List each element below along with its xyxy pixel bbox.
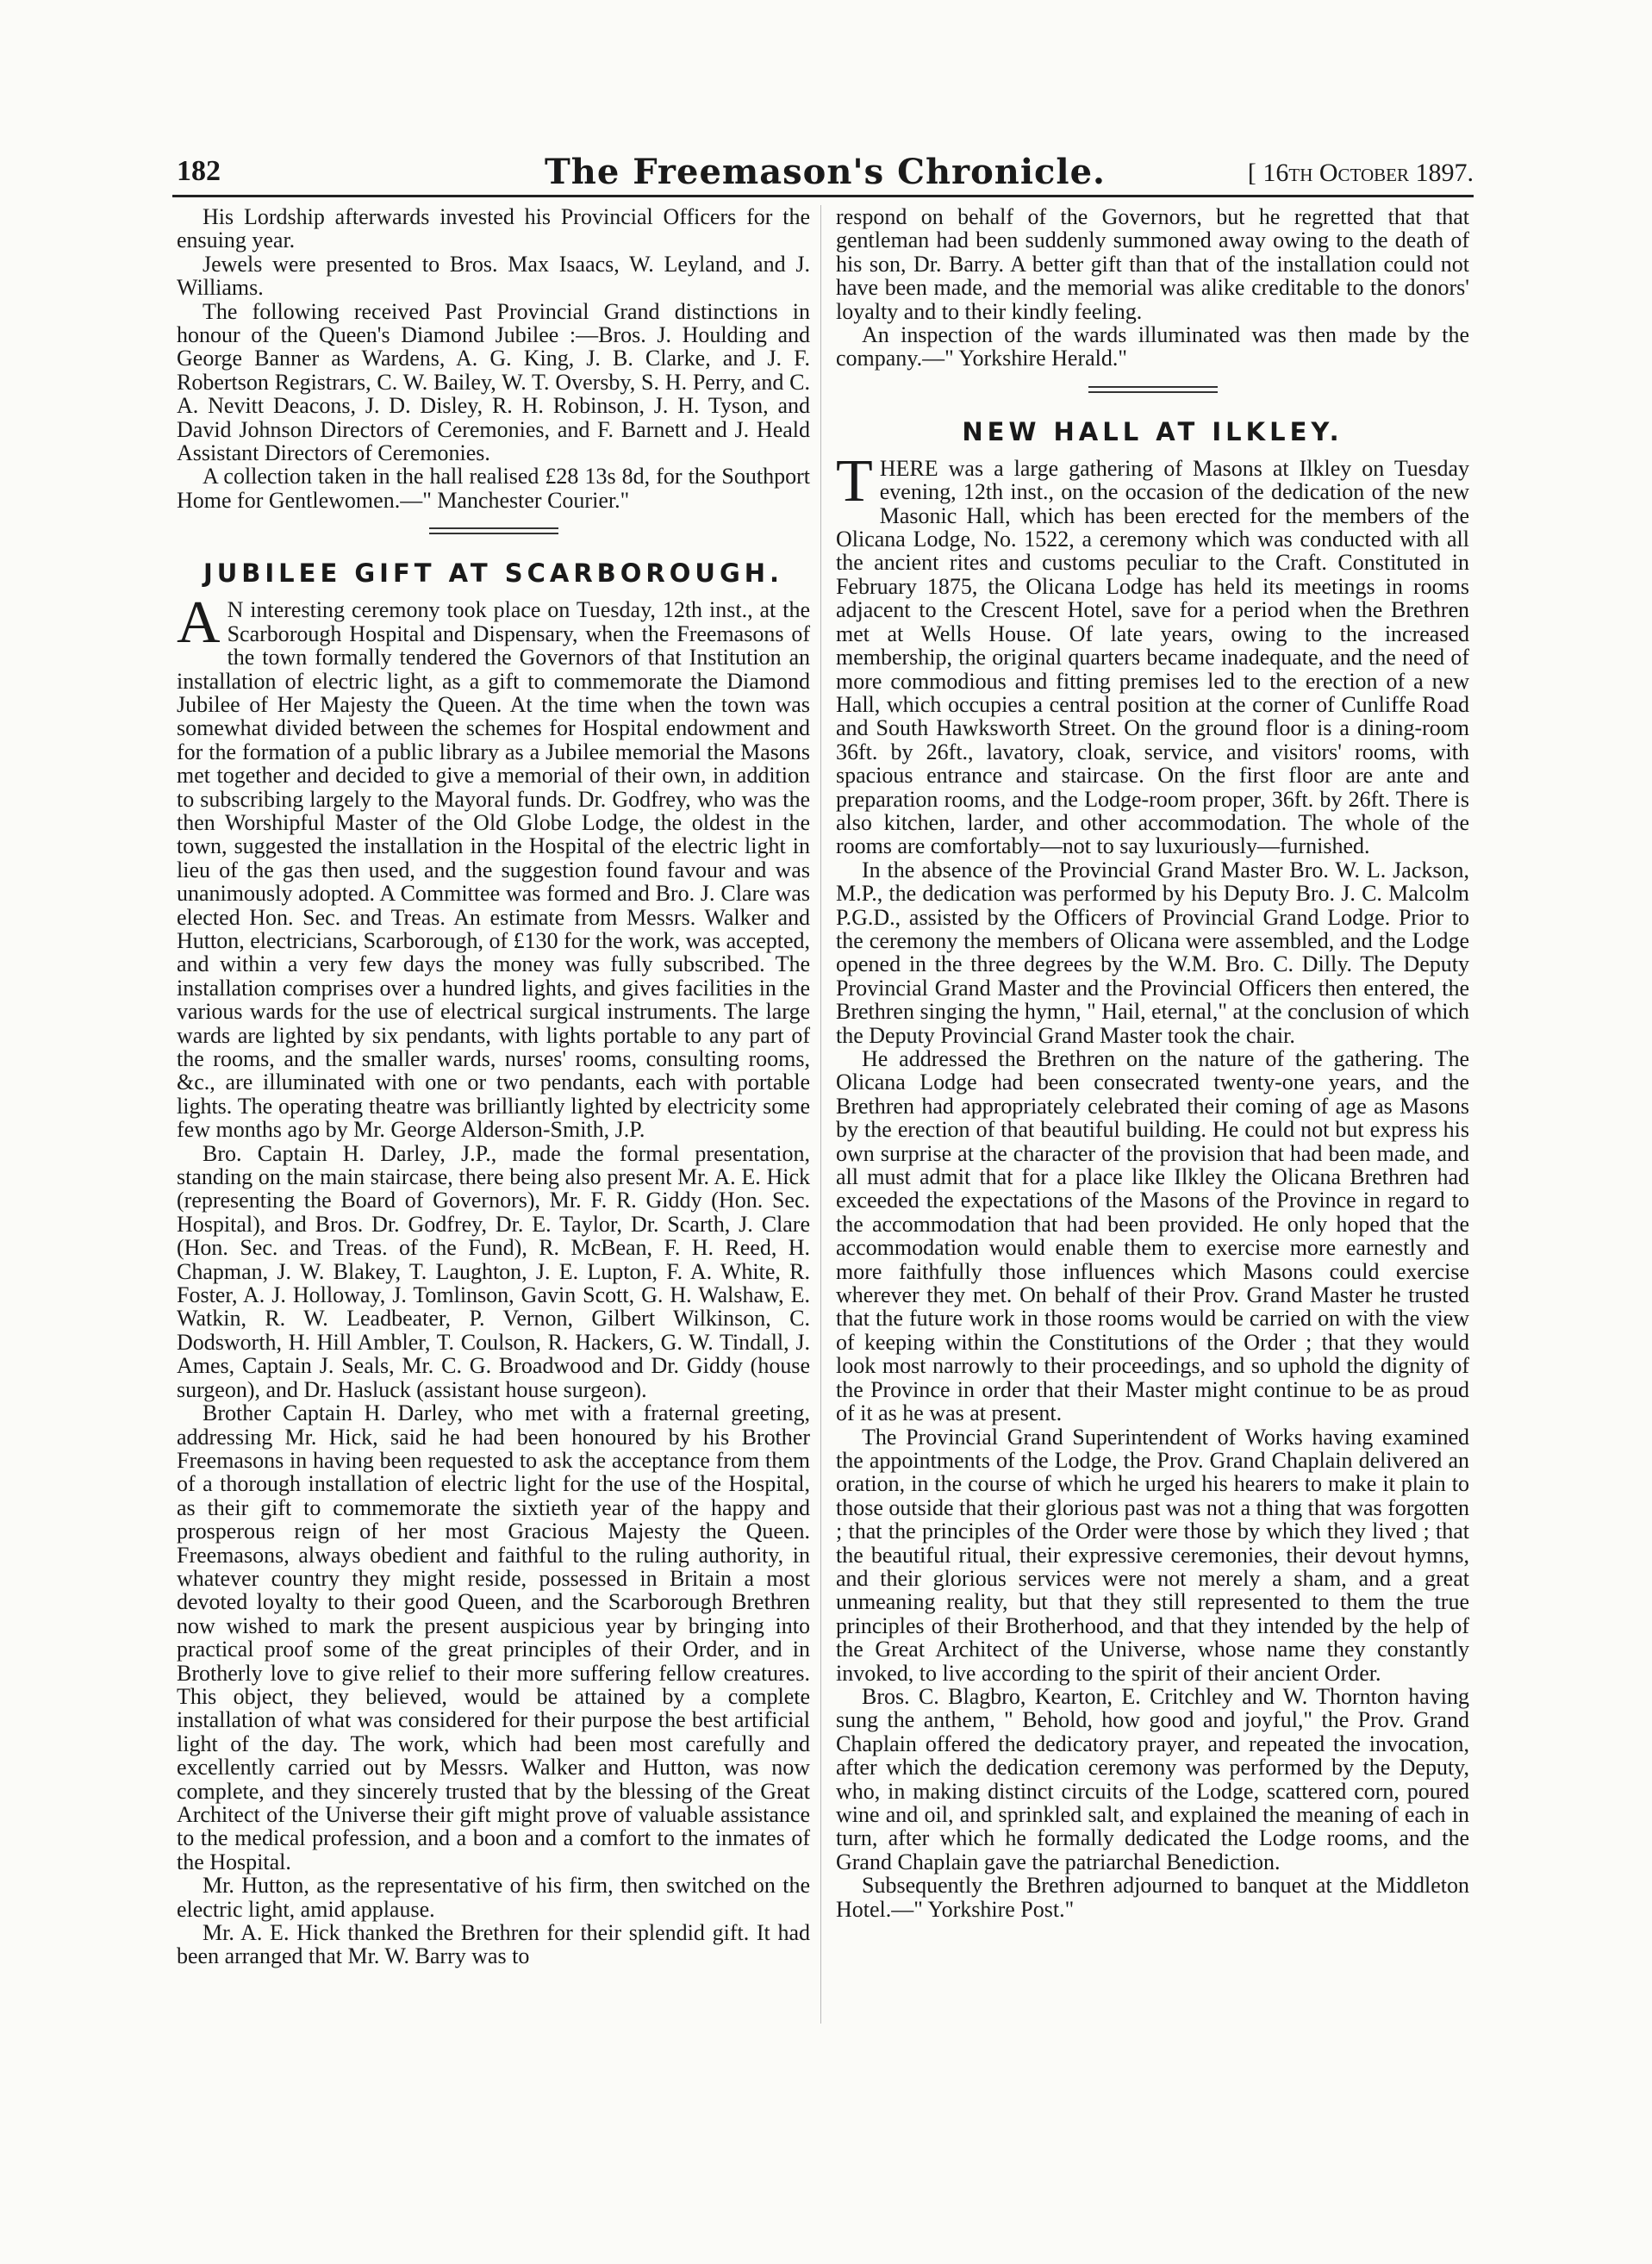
drop-cap: A [177,589,221,657]
issue-date: [ 16th October 1897. [1247,159,1474,187]
section-separator [177,512,810,550]
lead-text: N interesting ceremony took place on Tuesday, 12th inst., at the Scarborough Hospital and Dispensary, when the Freemasons of the town formally tendered the Governors of that Institution an installation of electric light, as a gift to commemorate the Diamond Jubilee of Her Majesty the Queen. At the time when the town was somewhat divided between the schemes for Hospital endowment and for the formation of a public library as a Jubilee memorial the Masons met together and decided to give a memorial of their own, in addition to subscribing largely to the Mayoral funds. Dr. Godfrey, who was the then Worshipful Master of the Old Globe Lodge, the oldest in the town, suggested the installation in the Hospital of the electric light in lieu of the gas then used, and the suggestion found favour and was unanimously adopted. A Committee was formed and Bro. J. Clare was elected Hon. Sec. and Treas. An estimate from Messrs. Walker and Hutton, electricians, Scarborough, of £130 for the work, was accepted, and within a very few days the money was fully subscribed. The installation comprises over a hundred lights, and gives facilities in the various wards for the use of electrical surgical instruments. The large wards are lighted by six pendants, with lights portable to any part of the rooms, and the smaller wards, nurses' rooms, consulting rooms, &c., are illuminated with one or two pendants, each with portable lights. The operating theatre was brilliantly lighted by electricity some few months ago by Mr. George Alderson-Smith, J.P. [177,597,810,1143]
paragraph: Subsequently the Brethren adjourned to banquet at the Middleton Hotel.—" Yorkshire Post." [836,1873,1469,1922]
paragraph: He addressed the Brethren on the nature of the gathering. The Olicana Lodge had been consecrated twenty-one years, and the Brethren had appropriately celebrated their coming of age as Masons by the erection of that beautiful building. He could not but express his own surprise at the character of the provision that had been made, and all must admit that for a place like Ilkley the Olicana Brethren had exceeded the expectations of the Masons of the Province in regard to the accommodation that had been provided. He only hoped that the accommodation would enable them to exercise more earnestly and more faithfully those influences which Masons could exercise wherever they met. On behalf of their Prov. Grand Master he trusted that the future work in those rooms would be carried on with the view of keeping within the Constitutions of the Order ; that they would look most narrowly to their proceedings, and so uphold the dignity of the Province in order that their Master might continue to be as proud of it as he was at present. [836,1046,1469,1426]
paragraph: Mr. Hutton, as the representative of his firm, then switched on the electric light, amid applause. [177,1873,810,1922]
page-number: 182 [177,155,221,187]
paragraph: respond on behalf of the Governors, but he regretted that that gentleman had been suddenly summoned away owing to the death of his son, Dr. Barry. A better gift than that of the installation could not have been made, and the memorial was alike creditable to the donors' loyalty and to their kindly feeling. [836,204,1469,324]
paragraph: A collection taken in the hall realised £28 13s 8d, for the Southport Home for Gentlewomen.—" Manchester Courier." [177,464,810,513]
drop-cap: T [836,447,873,515]
masthead-title: The Freemason's Chronicle. [545,152,1106,192]
paragraph: An inspection of the wards illuminated was then made by the company.—" Yorkshire Herald." [836,322,1469,371]
article-lead-paragraph [177,589,810,1143]
left-column [177,205,810,1968]
paragraph: Jewels were presented to Bros. Max Isaacs, W. Leyland, and J. Williams. [177,251,810,301]
section-separator [836,371,1469,409]
column-divider [820,205,821,2024]
paragraph: In the absence of the Provincial Grand Master Bro. W. L. Jackson, M.P., the dedication was performed by his Deputy Bro. J. C. Malcolm P.G.D., assisted by the Officers of Provincial Grand Lodge. Prior to the ceremony the members of Olicana were assembled, and the Lodge opened in the three degrees by the W.M. Bro. C. Dilly. The Deputy Provincial Grand Master and the Provincial Officers then entered, the Brethren singing the hymn, " Hail, eternal," at the conclusion of which the Deputy Provincial Grand Master took the chair. [836,857,1469,1048]
header-rule [172,195,1474,197]
paragraph: His Lordship afterwards invested his Provincial Officers for the ensuing year. [177,204,810,253]
paragraph: Bros. C. Blagbro, Kearton, E. Critchley and W. Thornton having sung the anthem, " Behold, how good and joyful," the Prov. Grand Chaplain offered the dedicatory prayer, and repeated the invocation, after which the dedication ceremony was performed by the Deputy, who, in making distinct circuits of the Lodge, scattered corn, poured wine and oil, and sprinkled salt, and explained the meaning of each in turn, after which he formally dedicated the Lodge rooms, and the Grand Chaplain gave the patriarchal Benediction. [836,1683,1469,1874]
paragraph: The following received Past Provincial Grand distinctions in honour of the Queen's Diamond Jubilee :—Bros. J. Houlding and George Banner as Wardens, A. G. King, J. B. Clarke, and J. F. Robertson Registrars, C. W. Bailey, W. T. Oversby, S. H. Perry, and C. A. Nevitt Deacons, J. D. Disley, R. H. Robinson, J. H. Tyson, and David Johnson Directors of Ceremonies, and F. Barnett and J. Heald Assistant Directors of Ceremonies. [177,298,810,466]
lead-text: HERE was a large gathering of Masons at Ilkley on Tuesday evening, 12th inst., on the occasion of the dedication of the new Masonic Hall, which has been erected for the members of the Olicana Lodge, No. 1522, a ceremony which was conducted with all the ancient rites and customs peculiar to the Craft. Constituted in February 1875, the Olicana Lodge has held its meetings in rooms adjacent to the Crescent Hotel, save for a period when the Brethren met at Wells House. Of late years, owing to the increased membership, the original quarters became inadequate, and the need of more commodious and fitting premises led to the erection of a new Hall, which occupies a central position at the corner of Cunliffe Road and South Hawksworth Street. On the ground floor is a dining-room 36ft. by 26ft., lavatory, cloak, service, and visitors' rooms, with spacious entrance and staircase. On the first floor are ante and preparation rooms, and the Lodge-room proper, 36ft. by 26ft. There is also kitchen, larder, and other accommodation. The whole of the rooms are comfortably—not to say luxuriously—furnished. [836,455,1469,859]
paragraph: The Provincial Grand Superintendent of Works having examined the appointments of the Lodge, the Prov. Grand Chaplain delivered an oration, in the course of which he urged his hearers to make it plain to those outside that their glorious past was not a thing that was forgotten ; that the principles of the Order were those by which they lived ; that the beautiful ritual, their expressive ceremonies, their devout hymns, and their glorious services were not merely a sham, and a great unmeaning reality, but that they still represented to them the true principles of their Brotherhood, and that they intended by the help of the Great Architect of the Universe, whose name they constantly invoked, to live according to the spirit of their ancient Order. [836,1424,1469,1686]
right-column [836,205,1469,1921]
page-header [177,152,1474,198]
paragraph: Mr. A. E. Hick thanked the Brethren for their splendid gift. It had been arranged that Mr. W. Barry was to [177,1920,810,1969]
paragraph: Bro. Captain H. Darley, J.P., made the formal presentation, standing on the main staircase, there being also present Mr. A. E. Hick (representing the Board of Governors), Mr. F. R. Giddy (Hon. Sec. Hospital), and Bros. Dr. Godfrey, Dr. E. Taylor, Dr. Scarth, J. Clare (Hon. Sec. and Treas. of the Fund), R. McBean, F. H. Reed, H. Chapman, J. W. Blakey, T. Laughton, J. E. Lupton, F. A. White, R. Foster, A. J. Holloway, J. Tomlinson, Gavin Scott, G. H. Walshaw, E. Watkin, R. W. Leadbeater, P. Vernon, Gilbert Wilkinson, C. Dodsworth, H. Hill Ambler, T. Coulson, R. Hackers, G. W. Tindall, J. Ames, Captain J. Seals, Mr. C. G. Broadwood and Dr. Giddy (house surgeon), and Dr. Hasluck (assistant house surgeon). [177,1140,810,1402]
article-heading-scarborough: JUBILEE GIFT AT SCARBOROUGH. [203,558,784,589]
article-heading-ilkley: NEW HALL AT ILKLEY. [962,416,1343,446]
paragraph: Brother Captain H. Darley, who met with a fraternal greeting, addressing Mr. Hick, said he had been honoured by his Brother Freemasons in having been requested to ask the acceptance from them of a thorough installation of electric light for the use of the Hospital, as their gift to commemorate the sixtieth year of the happy and prosperous reign of her most Gracious Majesty the Queen. Freemasons, always obedient and faithful to the ruling authority, in whatever country they might reside, possessed in Britain a most devoted loyalty to their good Queen, and the Scarborough Brethren now wished to mark the present auspicious year by bringing into practical proof some of the great principles of their Order, and in Brotherly love to give relief to their more suffering fellow creatures. This object, they believed, would be attained by a complete installation of what was considered for their purpose the best artificial light of the day. The work, which had been most carefully and excellently carried out by Messrs. Walker and Hutton, was now complete, and they sincerely trusted that by the blessing of the Great Architect of the Universe their gift might prove of valuable assistance to the medical profession, and a boon and a comfort to the inmates of the Hospital. [177,1400,810,1874]
article-lead-paragraph [836,447,1469,859]
